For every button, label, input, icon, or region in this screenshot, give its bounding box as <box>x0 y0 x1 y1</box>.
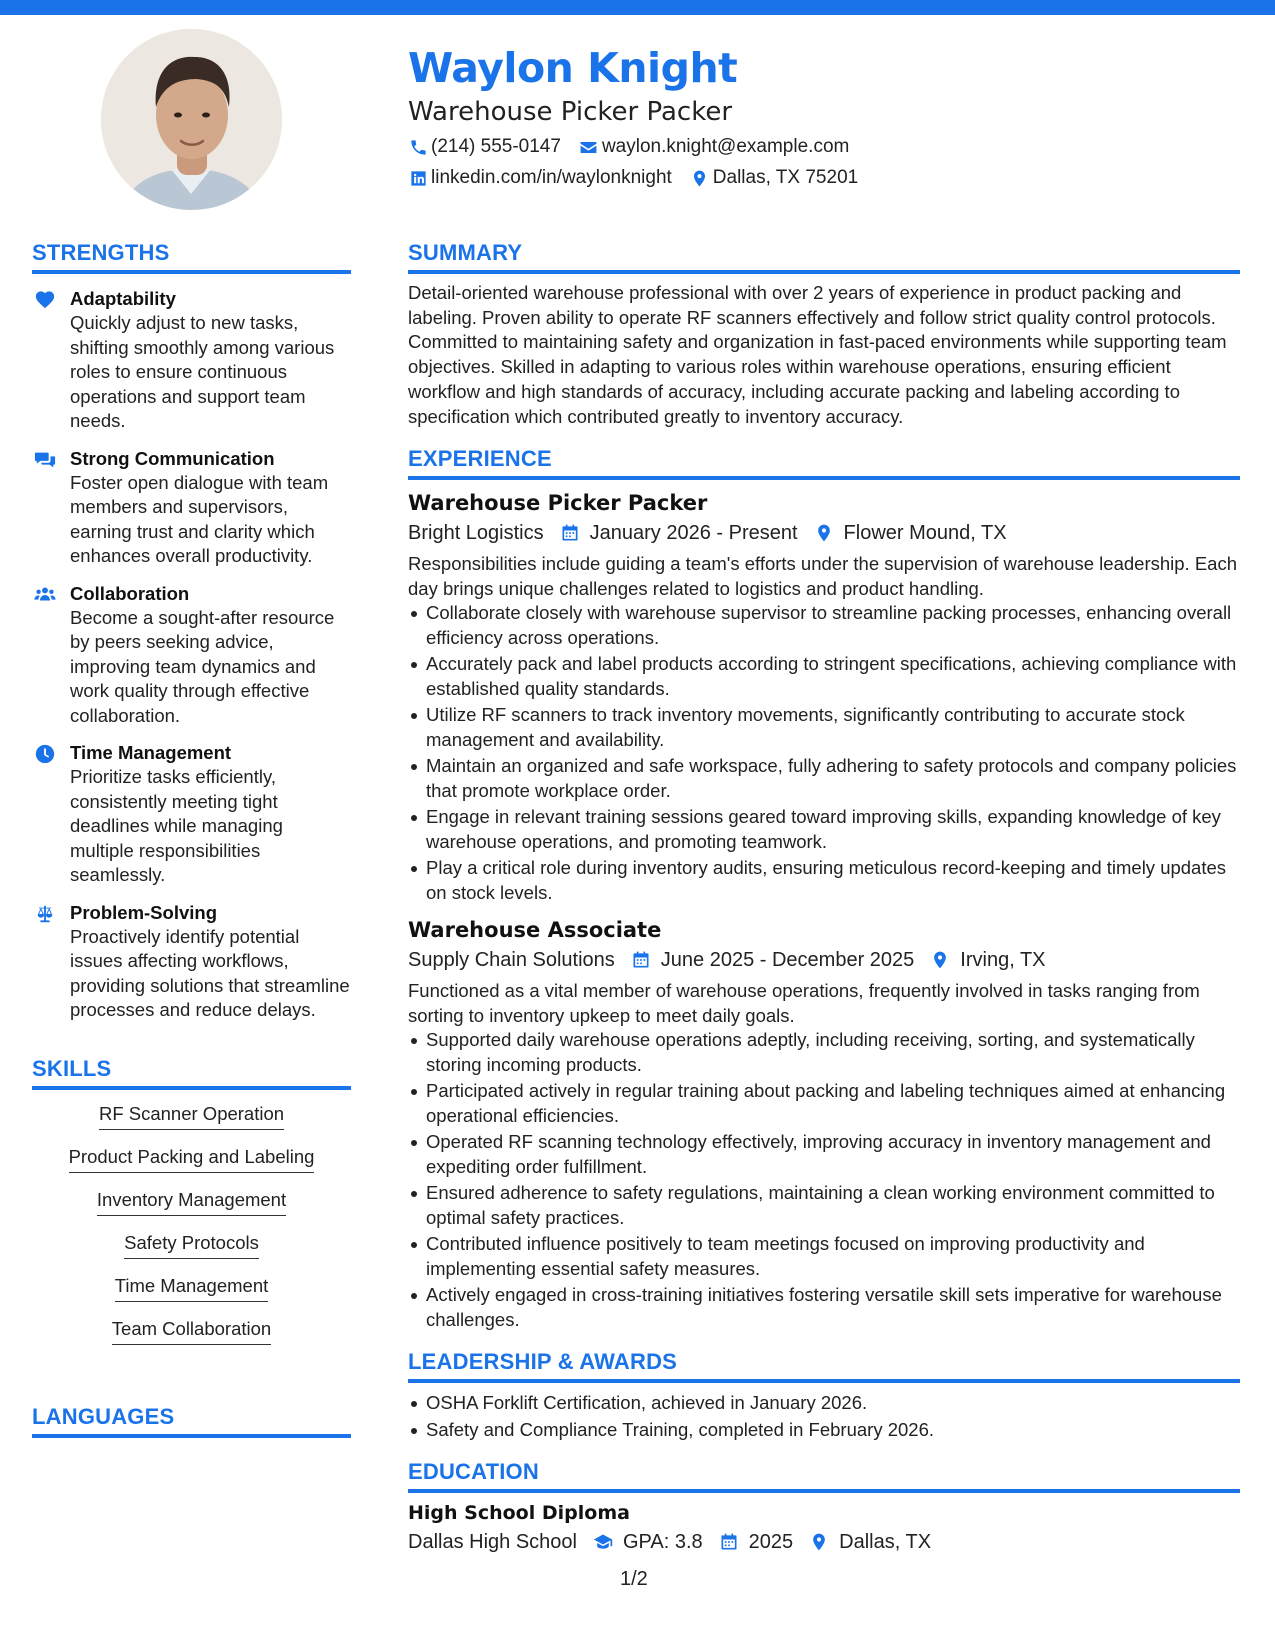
strength-desc: Proactively identify potential issues affecting workflows, providing solutions that streamline processes and reduce delays. <box>70 925 350 1020</box>
job-company <box>408 518 544 548</box>
bullet-item: Ensured adherence to safety regulations, maintaining a clean working environment committed to optimal safety practices. <box>408 1181 1240 1230</box>
strength-item <box>32 287 351 434</box>
bullet-item: Utilize RF scanners to track inventory movements, significantly contributing to accurate stock management and availability. <box>408 703 1240 752</box>
experience-heading: EXPERIENCE <box>408 446 1240 480</box>
job-entry <box>408 915 1240 1332</box>
contact-row-2 <box>408 166 1238 190</box>
job-bullets <box>408 1028 1240 1332</box>
bullet-item: Accurately pack and label products according to stringent specifications, achieving compliance with established quality standards. <box>408 652 1240 701</box>
job-company <box>408 945 615 975</box>
email-text: waylon.knight@example.com <box>601 136 850 157</box>
top-accent-bar <box>0 0 1275 15</box>
graduation-year <box>719 1527 794 1557</box>
skills-section <box>32 1056 351 1360</box>
company-text: Bright Logistics <box>408 522 544 545</box>
bullet-item: Operated RF scanning technology effectively, improving accuracy in inventory management and expediting order fulfillment. <box>408 1130 1240 1179</box>
awards-list <box>408 1391 1240 1442</box>
strength-item <box>32 901 351 1023</box>
strength-title: Strong Communication <box>70 447 275 469</box>
education-heading: EDUCATION <box>408 1459 1240 1493</box>
location-text: Dallas, TX <box>839 1531 932 1554</box>
languages-heading: LANGUAGES <box>32 1404 351 1438</box>
award-item: Safety and Compliance Training, completed in February 2026. <box>408 1418 1240 1443</box>
year-text: 2025 <box>748 1531 794 1554</box>
job-description: Responsibilities include guiding a team's efforts under the supervision of warehouse leadership. Each day brings unique challenges related to logistics and product handling. <box>408 553 1237 599</box>
job-entry <box>408 488 1240 905</box>
clock-icon <box>32 741 70 888</box>
school-text: Dallas High School <box>408 1531 577 1554</box>
location-text: Irving, TX <box>960 949 1046 972</box>
skill-tag: Time Management <box>115 1274 269 1302</box>
school-name <box>408 1527 577 1557</box>
strength-desc: Prioritize tasks efficiently, consistently meeting tight deadlines while managing multiple responsibilities seamlessly. <box>70 766 283 885</box>
linkedin-icon <box>408 168 428 188</box>
skills-heading: SKILLS <box>32 1056 351 1090</box>
job-dates <box>560 518 798 548</box>
skill-tag: Inventory Management <box>97 1188 286 1216</box>
dates-text: June 2025 - December 2025 <box>660 949 915 972</box>
bullet-item: Engage in relevant training sessions geared toward improving skills, expanding knowledge of key warehouse operations, and promoting teamwork. <box>408 805 1240 854</box>
calendar-icon <box>631 950 651 970</box>
bullet-item: Actively engaged in cross-training initiatives fostering versatile skill sets imperative for warehouse challenges. <box>408 1283 1240 1332</box>
map-pin-icon <box>690 168 710 188</box>
candidate-name: Waylon Knight <box>408 44 738 92</box>
company-text: Supply Chain Solutions <box>408 949 615 972</box>
job-location <box>930 945 1045 975</box>
graduation-cap-icon <box>593 1532 613 1552</box>
avatar-illustration <box>101 29 282 210</box>
left-column <box>32 240 351 1438</box>
job-bullets <box>408 601 1240 905</box>
bullet-item: Participated actively in regular training about packing and labeling techniques aimed at enhancing operational efficiencies. <box>408 1079 1240 1128</box>
resume-header <box>408 38 1238 190</box>
bullet-item: Supported daily warehouse operations adeptly, including receiving, sorting, and systematically storing incoming products. <box>408 1028 1240 1077</box>
job-title: Warehouse Associate <box>408 918 662 943</box>
summary-heading: SUMMARY <box>408 240 1240 274</box>
strength-item <box>32 582 351 729</box>
contact-linkedin[interactable] <box>408 167 672 189</box>
experience-section <box>408 446 1240 1332</box>
envelope-icon <box>579 137 599 157</box>
linkedin-text: linkedin.com/in/waylonknight <box>431 167 672 188</box>
skill-tag: Safety Protocols <box>124 1231 259 1259</box>
strength-item <box>32 447 351 569</box>
candidate-title: Warehouse Picker Packer <box>408 97 733 127</box>
strength-title: Adaptability <box>70 288 176 309</box>
job-dates <box>631 945 915 975</box>
strengths-heading: STRENGTHS <box>32 240 351 274</box>
awards-section <box>408 1349 1240 1442</box>
strength-title: Time Management <box>70 742 232 763</box>
bullet-item: Contributed influence positively to team meetings focused on improving productivity and implementing essential safety measures. <box>408 1232 1240 1281</box>
job-meta <box>408 945 1240 975</box>
location-text: Flower Mound, TX <box>843 522 1007 545</box>
skill-tag: RF Scanner Operation <box>99 1102 284 1130</box>
map-pin-icon <box>930 950 950 970</box>
users-icon <box>32 582 70 729</box>
strength-title: Problem-Solving <box>70 901 217 923</box>
bullet-item: Collaborate closely with warehouse supervisor to streamline packing processes, enhancing overall efficiency across operations. <box>408 601 1240 650</box>
phone-icon <box>408 137 428 157</box>
summary-text: Detail-oriented warehouse professional with over 2 years of experience in product packing and labeling. Proven ability to operate RF scanners effectively and follow strict quality control protocols. Committed to maintaining safety and organization in fast-paced environments while supporting team objectives. Skilled in adapting to various roles within warehouse operations, ensuring efficient workflow and high standards of accuracy, including accurate packing and labeling according to specification which contributed greatly to inventory accuracy. <box>408 282 1227 427</box>
map-pin-icon <box>814 523 834 543</box>
contact-email[interactable] <box>579 136 849 158</box>
contact-row-1 <box>408 135 1238 159</box>
job-meta <box>408 518 1240 548</box>
skill-list <box>32 1102 351 1360</box>
job-title: Warehouse Picker Packer <box>408 491 708 516</box>
strength-desc: Foster open dialogue with team members and supervisors, earning trust and clarity which enhances overall productivity. <box>70 471 329 566</box>
awards-heading: LEADERSHIP & AWARDS <box>408 1349 1240 1383</box>
strength-title: Collaboration <box>70 582 190 604</box>
phone-text: (214) 555-0147 <box>431 136 561 157</box>
comments-icon <box>32 447 70 569</box>
gpa <box>593 1527 703 1557</box>
contact-phone[interactable] <box>408 136 561 158</box>
education-meta <box>408 1527 1240 1557</box>
job-description: Functioned as a vital member of warehouse operations, frequently involved in tasks ranging from sorting to inventory upkeep to meet daily goals. <box>408 980 1200 1026</box>
contact-location <box>690 167 858 189</box>
bullet-item: Maintain an organized and safe workspace, fully adhering to safety protocols and company policies that promote workplace order. <box>408 754 1240 803</box>
dates-text: January 2026 - Present <box>589 522 798 545</box>
gpa-text: GPA: 3.8 <box>622 1531 703 1554</box>
strength-desc: Become a sought-after resource by peers seeking advice, improving team dynamics and work quality through effective collaboration. <box>70 606 335 726</box>
bullet-item: Play a critical role during inventory audits, ensuring meticulous record-keeping and timely updates on stock levels. <box>408 856 1240 905</box>
degree-title: High School Diploma <box>408 1502 630 1525</box>
school-location <box>809 1527 931 1557</box>
award-item: OSHA Forklift Certification, achieved in January 2026. <box>408 1391 1240 1416</box>
education-section <box>408 1459 1240 1557</box>
calendar-icon <box>719 1532 739 1552</box>
strength-desc: Quickly adjust to new tasks, shifting smoothly among various roles to ensure continuous operations and support team needs. <box>70 312 335 431</box>
profile-photo <box>101 29 282 210</box>
languages-section <box>32 1404 351 1438</box>
skill-tag: Product Packing and Labeling <box>69 1145 315 1173</box>
strength-item <box>32 741 351 888</box>
location-text: Dallas, TX 75201 <box>712 167 859 188</box>
skill-tag: Team Collaboration <box>112 1317 271 1345</box>
calendar-icon <box>560 523 580 543</box>
page-number: 1/2 <box>620 1568 648 1590</box>
map-pin-icon <box>809 1532 829 1552</box>
scale-icon <box>32 901 70 1023</box>
right-column <box>408 240 1240 1557</box>
job-location <box>814 518 1007 548</box>
heart-icon <box>32 287 70 434</box>
